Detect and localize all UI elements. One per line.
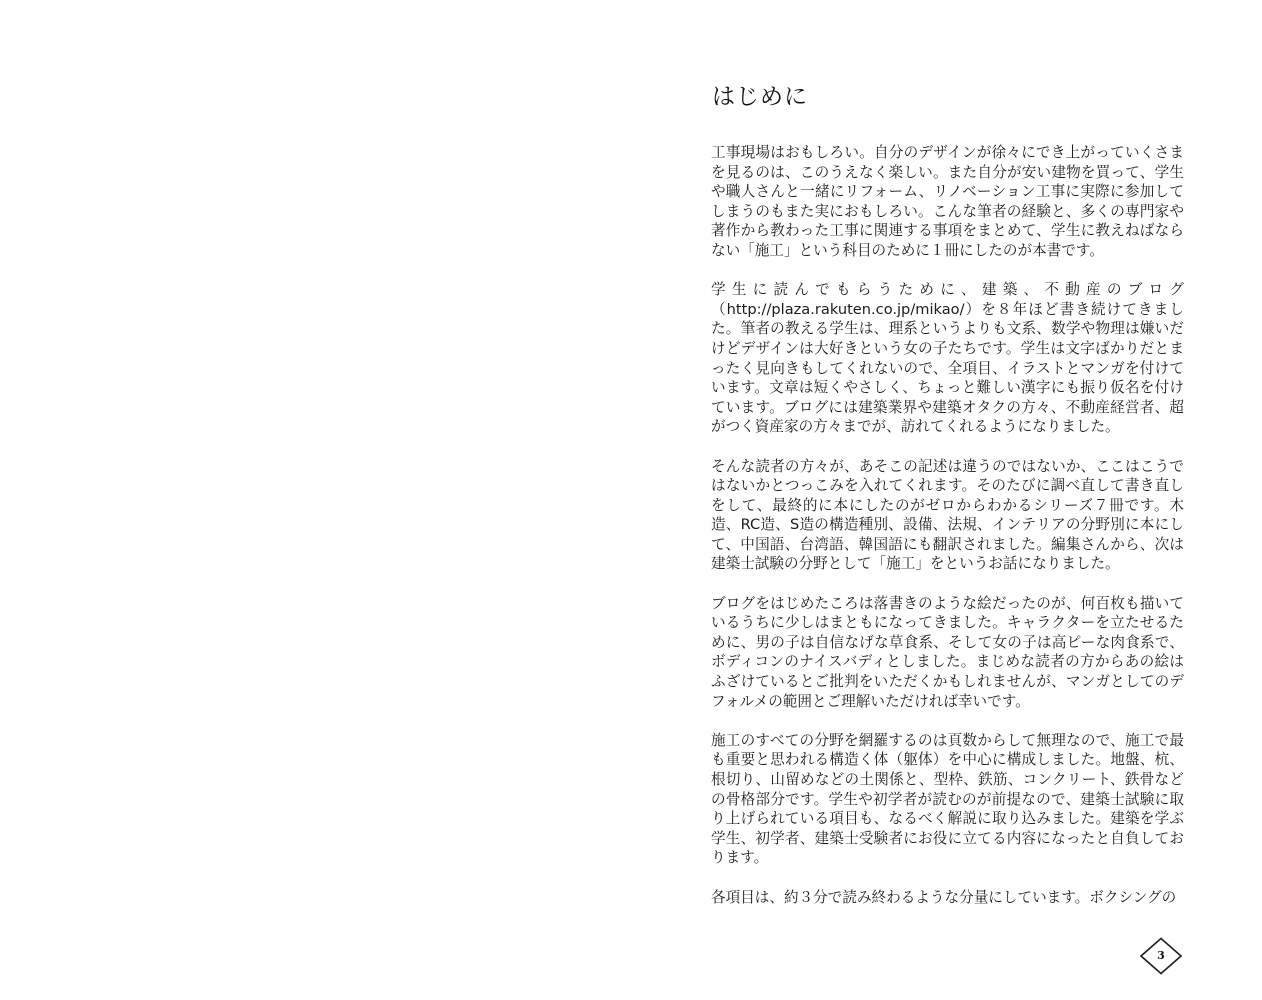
paragraph: ブログをはじめたころは落書きのような絵だったのが、何百枚も描いているうちに少しはまともになってきました。キャラクターを立たせるために、男の子は自信なげな草食系、そして女の子は高ピーな肉食系で、ボディコンのナイスバディとしました。まじめな読者の方からあの絵はふざけているとご批判をいただくかもしれませんが、マンガとしてのデフォルメの範囲とご理解いただければ幸いです。 [711,594,1184,710]
page-title: はじめに [712,84,808,110]
page-number: 3 [1157,949,1165,962]
body-text [711,143,1184,907]
page-number-badge [1140,937,1182,975]
paragraph: 各項目は、約３分で読み終わるような分量にしています。ボクシングの [711,888,1177,906]
paragraph: 工事現場はおもしろい。自分のデザインが徐々にでき上がっていくさまを見るのは、このうえなく楽しい。また自分が安い建物を買って、学生や職人さんと一緒にリフォーム、リノベーション工事に実際に参加してしまうのもまた実におもしろい。こんな筆者の経験と、多くの専門家や著作から教わった工事に関連する事項をまとめて、学生に教えねばならない「施工」という科目のために１冊にしたのが本書です。 [711,144,1184,259]
paragraph: 学生に読んでもらうために、建築、不動産のブログ（http://plaza.rakuten.co.jp/mikao/）を８年ほど書き続けてきました。筆者の教える学生は、理系というよりも文系、数学や物理は嫌いだけどデザインは大好きという女の子たちです。学生は文字ばかりだとまったく見向きもしてくれないので、全項目、イラストとマンガを付けています。文章は短くやさしく、ちょっと難しい漢字にも振り仮名を付けています。ブログには建築業界や建築オタクの方々、不動産経営者、超がつく資産家の方々までが、訪れてくれるようになりました。 [711,281,1184,436]
paragraph: 施工のすべての分野を網羅するのは頁数からして無理なので、施工で最も重要と思われる構造く体（躯体）を中心に構成しました。地盤、杭、根切り、山留めなどの土関係と、型枠、鉄筋、コンクリート、鉄骨などの骨格部分です。学生や初学者が読むのが前提なので、建築士試験に取り上げられている項目も、なるべく解説に取り込みました。建築を学ぶ学生、初学者、建築士受験者にお役に立てる内容になったと自負しております。 [711,731,1184,867]
paragraph: そんな読者の方々が、あそこの記述は違うのではないか、ここはこうではないかとつっこみを入れてくれます。そのたびに調べ直して書き直しをして、最終的に本にしたのがゼロからわかるシリーズ７冊です。木造、RC造、S造の構造種別、設備、法規、インテリアの分野別に本にして、中国語、台湾語、韓国語にも翻訳されました。編集さんから、次は建築士試験の分野として「施工」をというお話になりました。 [711,457,1184,573]
